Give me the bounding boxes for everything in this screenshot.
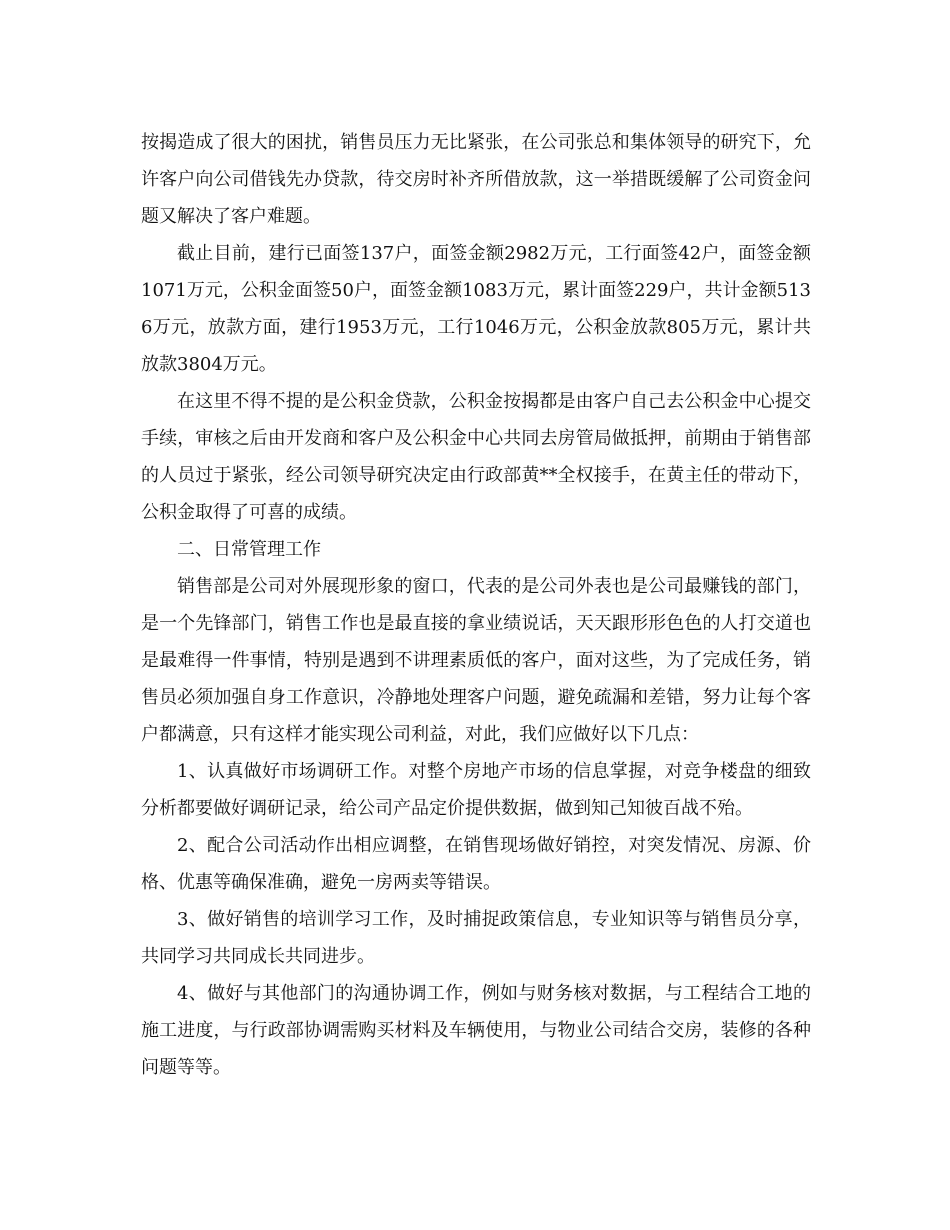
paragraph-provident-fund: 在这里不得不提的是公积金贷款，公积金按揭都是由客户自己去公积金中心提交手续，审核之后由开发商和客户及公积金中心共同去房管局做抵押，前期由于销售部的人员过于紧张，经公司领导研究决定由行政部黄**全权接手，在黄主任的带动下，公积金取得了可喜的成绩。	[141, 391, 811, 523]
list-item-1: 1、认真做好市场调研工作。对整个房地产市场的信息掌握，对竞争楼盘的细致分析都要做好调研记录，给公司产品定价提供数据，做到知己知彼百战不殆。	[141, 761, 811, 819]
paragraph-loan-statistics: 截止目前，建行已面签137户，面签金额2982万元，工行面签42户，面签金额1071万元，公积金面签50户，面签金额1083万元，累计面签229户，共计金额5136万元，放款方面，建行1953万元，工行1046万元，公积金放款805万元，累计共放款3804万元。	[141, 243, 811, 375]
section-heading-daily-management: 二、日常管理工作	[177, 539, 321, 560]
list-item-3: 3、做好销售的培训学习工作，及时捕捉政策信息，专业知识等与销售员分享，共同学习共同成长共同进步。	[141, 909, 811, 967]
list-item-2: 2、配合公司活动作出相应调整，在销售现场做好销控，对突发情况、房源、价格、优惠等确保准确，避免一房两卖等错误。	[141, 835, 811, 893]
document-body	[141, 124, 811, 1086]
paragraph-sales-department: 销售部是公司对外展现形象的窗口，代表的是公司外表也是公司最赚钱的部门，是一个先锋部门，销售工作也是最直接的拿业绩说话，天天跟形形色色的人打交道也是最难得一件事情，特别是遇到不讲理素质低的客户，面对这些，为了完成任务，销售员必须加强自身工作意识，冷静地处理客户问题，避免疏漏和差错，努力让每个客户都满意，只有这样才能实现公司利益，对此，我们应做好以下几点：	[141, 576, 811, 745]
list-item-4: 4、做好与其他部门的沟通协调工作，例如与财务核对数据，与工程结合工地的施工进度，与行政部协调需购买材料及车辆使用，与物业公司结合交房，装修的各种问题等等。	[141, 983, 811, 1078]
paragraph-continuation: 按揭造成了很大的困扰，销售员压力无比紧张，在公司张总和集体领导的研究下，允许客户向公司借钱先办贷款，待交房时补齐所借放款，这一举措既缓解了公司资金问题又解决了客户难题。	[141, 132, 811, 227]
